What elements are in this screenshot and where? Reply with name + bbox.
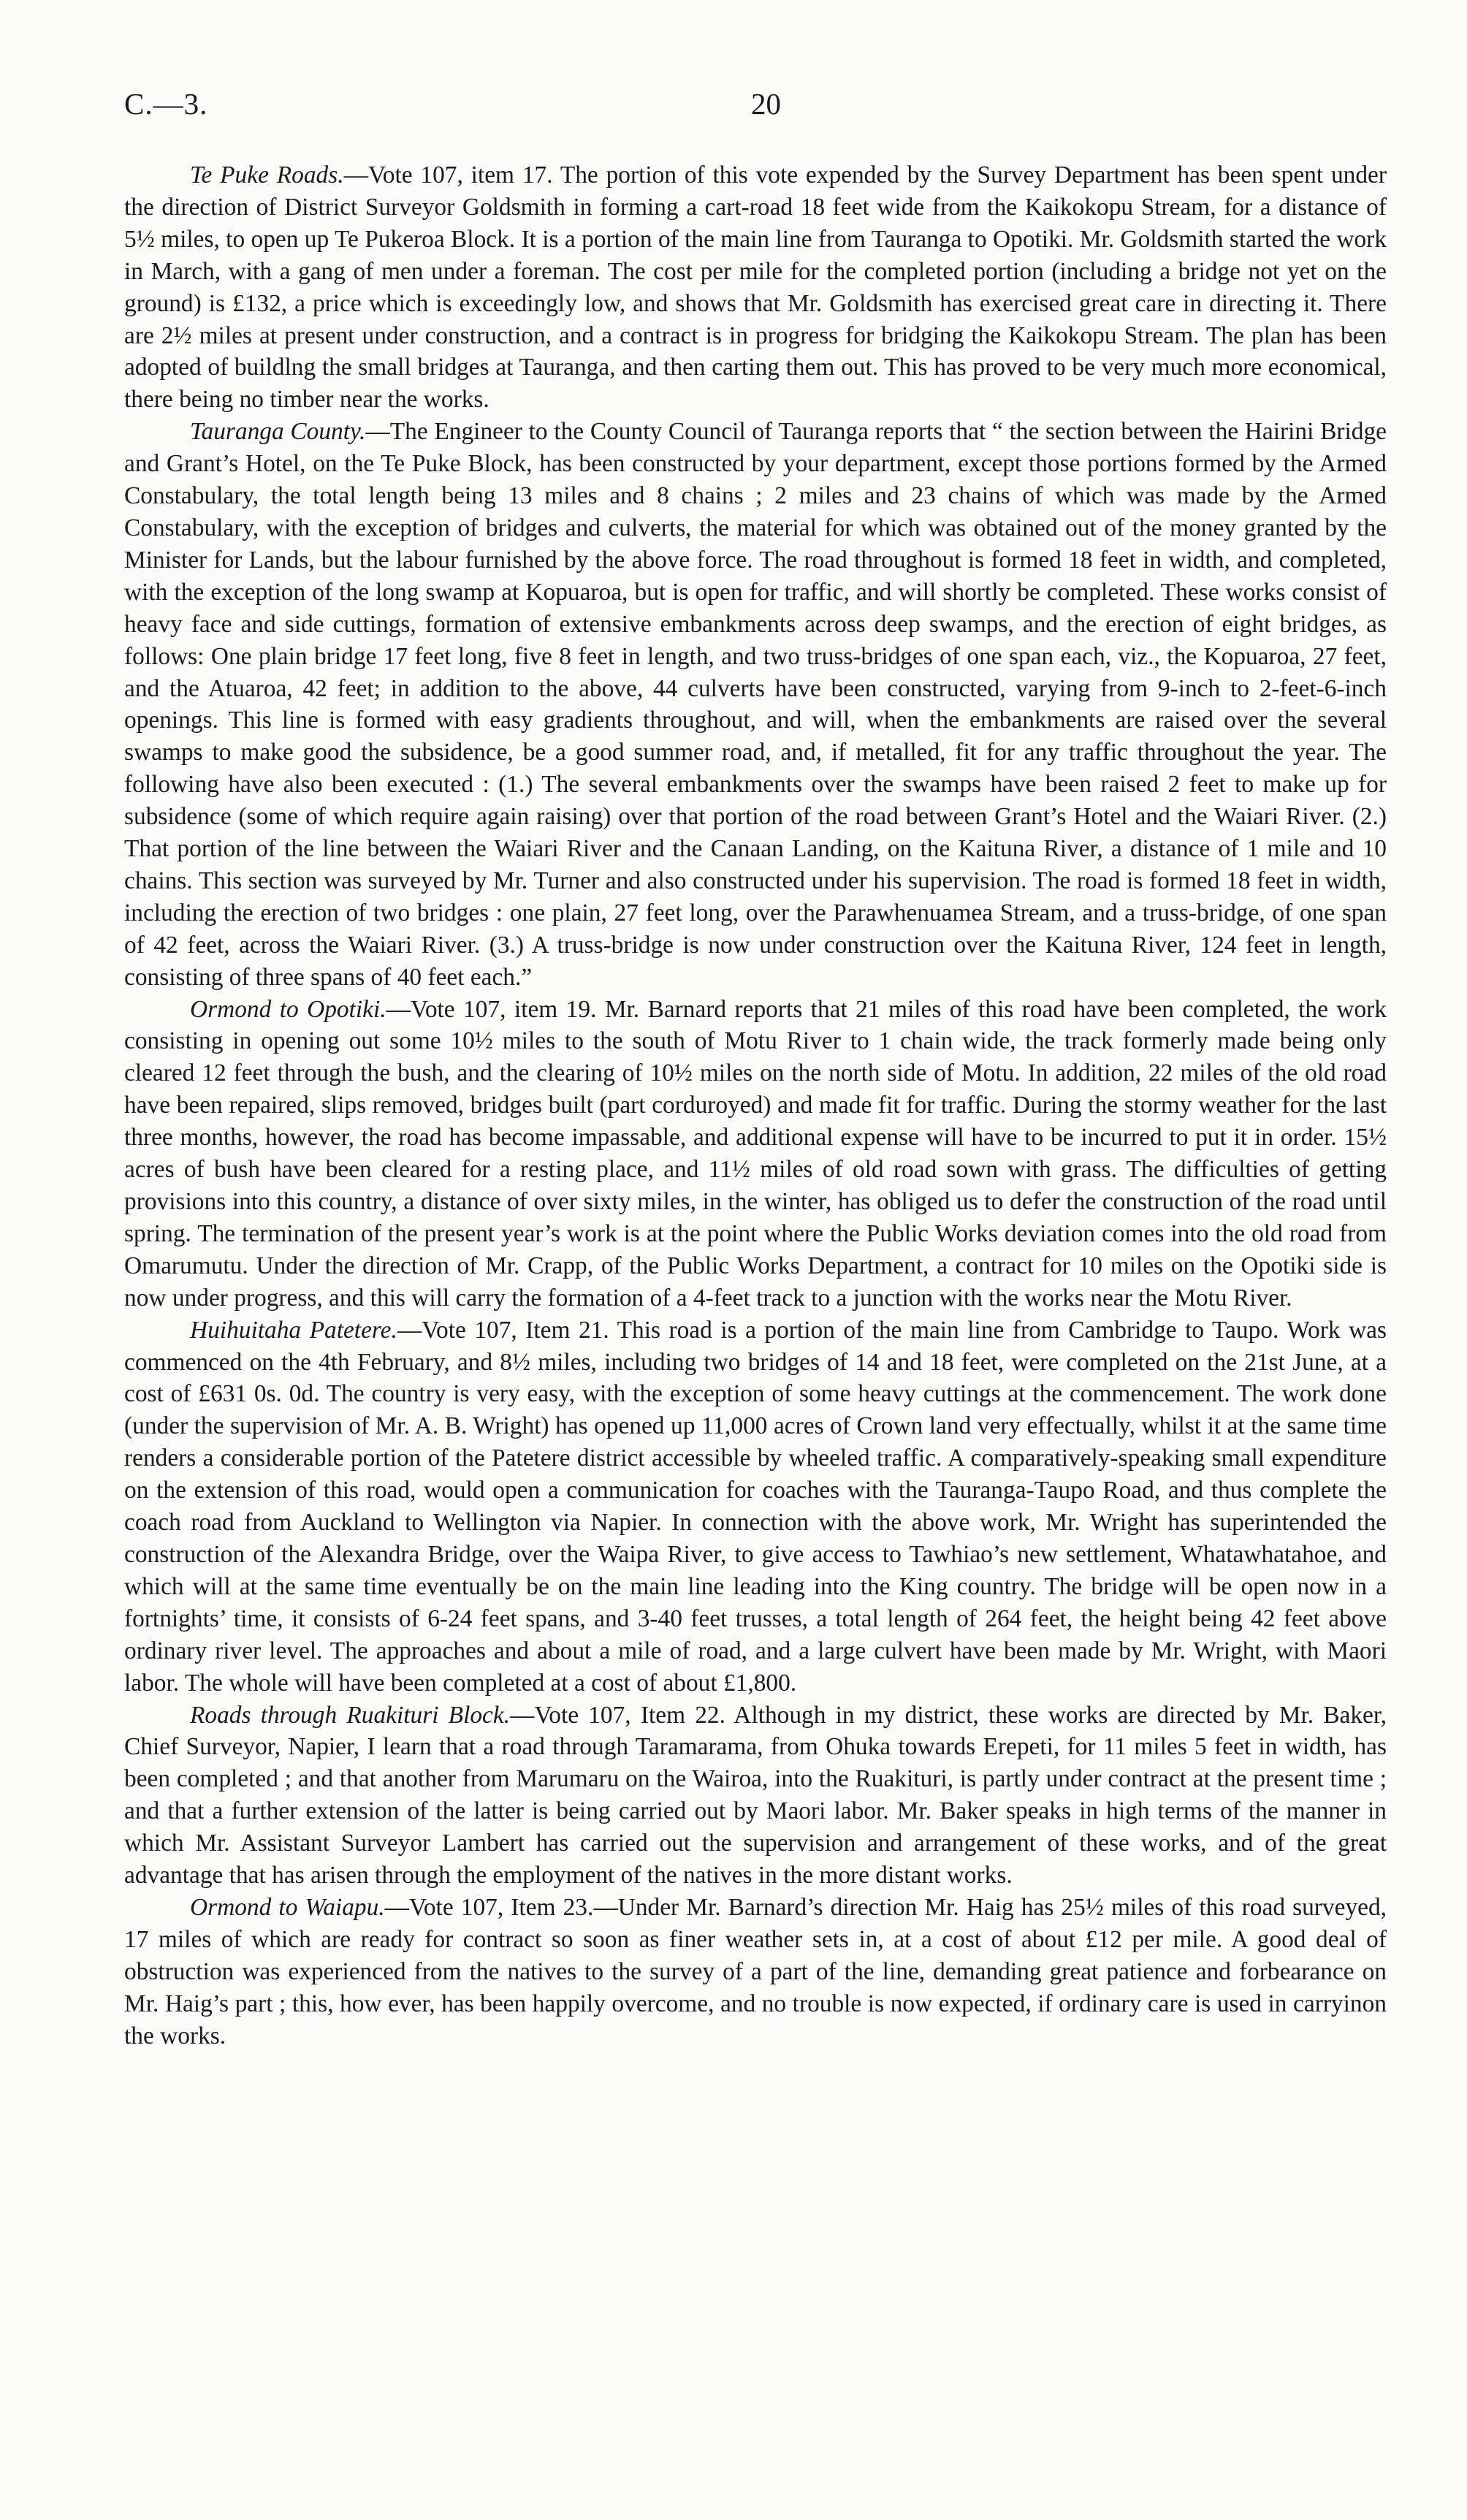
page-header [124,86,1343,130]
paragraph-body: —Vote 107, Item 22. Although in my district, these works are directed by Mr. Baker, Chief Surveyor, Napier, I learn that a road through Taramarama, from Ohuka towards Erepeti, for 11 miles 5 feet in width, has been completed ; and that another from Marumaru on the Wairoa, into the Ruakituri, is partly under contract at the present time ; and that a further extension of the latter is being carried out by Maori labor. Mr. Baker speaks in high terms of the manner in which Mr. Assistant Surveyor Lambert has carried out the supervision and arrangement of these works, and of the great advantage that has arisen through the employment of the natives in the more distant works. [124,1701,1387,1889]
paragraph-body: —Vote 107, Item 21. This road is a portion of the main line from Cambridge to Taupo. Work was commenced on the 4th February, and 8½ miles, including two bridges of 14 and 18 feet, were completed on the 21st June, at a cost of £631 0s. 0d. The country is very easy, with the exception of some heavy cuttings at the commencement. The work done (under the supervision of Mr. A. B. Wright) has opened up 11,000 acres of Crown land very effectually, whilst it at the same time renders a considerable portion of the Patetere district accessible by wheeled traffic. A comparatively-speaking small expenditure on the extension of this road, would open a communication for coaches with the Tauranga-Taupo Road, and thus complete the coach road from Auckland to Wellington via Napier. In connection with the above work, Mr. Wright has superintended the construction of the Alexandra Bridge, over the Waipa River, to give access to Tawhiao’s new settlement, Whatawhatahoe, and which will at the same time eventually be on the main line leading into the King country. The bridge will be open now in a fortnights’ time, it consists of 6-24 feet spans, and 3-40 feet trusses, a total length of 264 feet, the height being 42 feet above ordinary river level. The approaches and about a mile of road, and a large culvert have been made by Mr. Wright, with Maori labor. The whole will have been completed at a cost of about £1,800. [124,1316,1387,1697]
body-text [124,159,1387,2052]
paragraph-ormond-to-waiapu [124,1892,1387,2052]
paragraph-tauranga-county [124,416,1387,993]
page-number: 20 [751,87,781,121]
paragraph-title: Roads through Ruakituri Block. [190,1701,511,1729]
paragraph-ruakituri-block [124,1699,1387,1892]
paragraph-title: Huihuitaha Patetere. [190,1316,397,1344]
paragraph-title: Tauranga County. [190,418,366,446]
paragraph-body: —The Engineer to the County Council of Tauranga reports that “ the section between the Hairini Bridge and Grant’s Hotel, on the Te Puke Block, has been constructed by your department, except those portions formed by the Armed Constabulary, the total length being 13 miles and 8 chains ; 2 miles and 23 chains of which was made by the Armed Constabulary, with the exception of bridges and culverts, the material for which was obtained out of the money granted by the Minister for Lands, but the labour furnished by the above force. The road throughout is formed 18 feet in width, and completed, with the exception of the long swamp at Kopuaroa, but is open for traffic, and will shortly be completed. These works consist of heavy face and side cuttings, formation of extensive embankments across deep swamps, and the erection of eight bridges, as follows: One plain bridge 17 feet long, five 8 feet in length, and two truss-bridges of one span each, viz., the Kopuaroa, 27 feet, and the Atuaroa, 42 feet; in addition to the above, 44 culverts have been constructed, varying from 9-inch to 2-feet-6-inch openings. This line is formed with easy gradients throughout, and will, when the embankments are raised over the several swamps to make good the subsidence, be a good summer road, and, if metalled, fit for any traffic throughout the year. The following have also been executed : (1.) The several embankments over the swamps have been raised 2 feet to make up for subsidence (some of which require again raising) over that portion of the road between Grant’s Hotel and the Waiari River. (2.) That portion of the line between the Waiari River and the Canaan Landing, on the Kaituna River, a distance of 1 mile and 10 chains. This section was surveyed by Mr. Turner and also constructed under his supervision. The road is formed 18 feet in width, including the erection of two bridges : one plain, 27 feet long, over the Parawhenuamea Stream, and a truss-bridge, of one span of 42 feet, across the Waiari River. (3.) A truss-bridge is now under construction over the Kaituna River, 124 feet in length, consisting of three spans of 40 feet each.” [124,418,1387,991]
paragraph-te-puke-roads [124,159,1387,416]
paragraph-huihuitaha-patetere [124,1314,1387,1699]
paragraph-ormond-to-opotiki [124,994,1387,1314]
paragraph-title: Ormond to Waiapu. [190,1893,385,1921]
paragraph-title: Te Puke Roads. [190,161,344,189]
paragraph-body: —Vote 107, Item 23.—Under Mr. Barnard’s direction Mr. Haig has 25½ miles of this road surveyed, 17 miles of which are ready for contract so soon as finer weather sets in, at a cost of about £12 per mile. A good deal of obstruction was experienced from the natives to the survey of a part of the line, demanding great patience and forbearance on Mr. Haig’s part ; this, how ever, has been happily overcome, and no trouble is now expected, if ordinary care is used in carryinon the works. [124,1893,1387,2049]
document-code: C.—3. [124,87,208,121]
paragraph-body: —Vote 107, item 19. Mr. Barnard reports that 21 miles of this road have been completed, the work consisting in opening out some 10½ miles to the south of Motu River to 1 chain wide, the track formerly made being only cleared 12 feet through the bush, and the clearing of 10½ miles on the north side of Motu. In addition, 22 miles of the old road have been repaired, slips removed, bridges built (part corduroyed) and made fit for traffic. During the stormy weather for the last three months, however, the road has become impassable, and additional expense will have to be incurred to put it in order. 15½ acres of bush have been cleared for a resting place, and 11½ miles of old road sown with grass. The difficulties of getting provisions into this country, a distance of over sixty miles, in the winter, has obliged us to defer the construction of the road until spring. The termination of the present year’s work is at the point where the Public Works deviation comes into the old road from Omarumutu. Under the direction of Mr. Crapp, of the Public Works Department, a contract for 10 miles on the Opotiki side is now under progress, and this will carry the formation of a 4-feet track to a junction with the works near the Motu River. [124,995,1387,1312]
paragraph-body: —Vote 107, item 17. The portion of this vote expended by the Survey Department has been spent under the direction of District Surveyor Goldsmith in forming a cart-road 18 feet wide from the Kaikokopu Stream, for a distance of 5½ miles, to open up Te Pukeroa Block. It is a portion of the main line from Tauranga to Opotiki. Mr. Goldsmith started the work in March, with a gang of men under a foreman. The cost per mile for the completed portion (including a bridge not yet on the ground) is £132, a price which is exceedingly low, and shows that Mr. Goldsmith has exercised great care in directing it. There are 2½ miles at present under construction, and a contract is in progress for bridging the Kaikokopu Stream. The plan has been adopted of buildlng the small bridges at Tauranga, and then carting them out. This has proved to be very much more economical, there being no timber near the works. [124,161,1387,414]
paragraph-title: Ormond to Opotiki. [190,995,386,1023]
